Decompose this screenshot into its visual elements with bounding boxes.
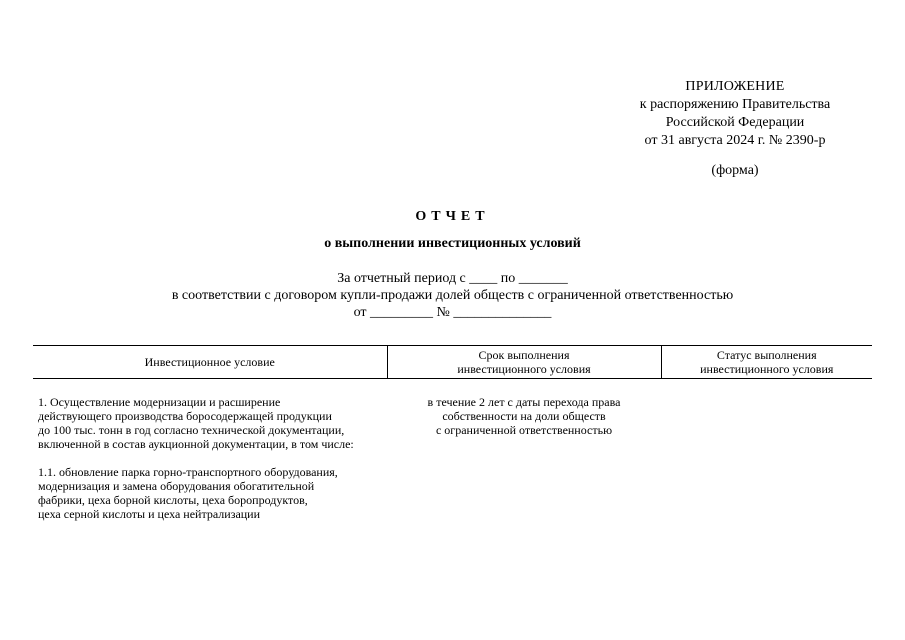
- appendix-line-1: к распоряжению Правительства: [639, 97, 831, 112]
- header-term: Срок выполнения инвестиционного условия: [387, 346, 661, 379]
- status-cell: [661, 379, 872, 536]
- term-cell: в течение 2 лет с даты перехода права собственности на доли обществ с ограниченной ответственностью: [427, 395, 621, 437]
- appendix-line-2: Российской Федерации: [665, 115, 805, 130]
- table-header-row: [33, 346, 872, 379]
- condition-item-1: 1. Осуществление модернизации и расширение действующего производства боросодержащей продукции до 100 тыс. тонн в год согласно технической документации, включенной в состав аукционной документации, в том числе:: [38, 395, 354, 451]
- table-row: [33, 379, 872, 536]
- report-subtitle: о выполнении инвестиционных условий: [324, 236, 581, 251]
- condition-item-1-1: 1.1. обновление парка горно-транспортного оборудования, модернизация и замена оборудования обогатительной фабрики, цеха борной кислоты, цеха боропродуктов, цеха серной кислоты и цеха нейтрализации: [38, 465, 338, 521]
- report-title: ОТЧЕТ: [415, 209, 490, 224]
- investment-conditions-table: [33, 345, 872, 535]
- period-line: За отчетный период с ____ по _______: [337, 271, 568, 286]
- condition-cell: [33, 379, 387, 536]
- header-condition: Инвестиционное условие: [33, 346, 387, 379]
- date-line: от _________ № ______________: [353, 305, 552, 320]
- form-note: (форма): [711, 163, 759, 178]
- appendix-line-3: от 31 августа 2024 г. № 2390-р: [644, 133, 826, 148]
- appendix-header: [605, 78, 865, 180]
- appendix-title: ПРИЛОЖЕНИЕ: [685, 79, 785, 94]
- header-status: Статус выполнения инвестиционного условия: [661, 346, 872, 379]
- contract-line: в соответствии с договором купли-продажи долей обществ с ограниченной ответственностью: [171, 288, 734, 303]
- period-block: [0, 270, 905, 321]
